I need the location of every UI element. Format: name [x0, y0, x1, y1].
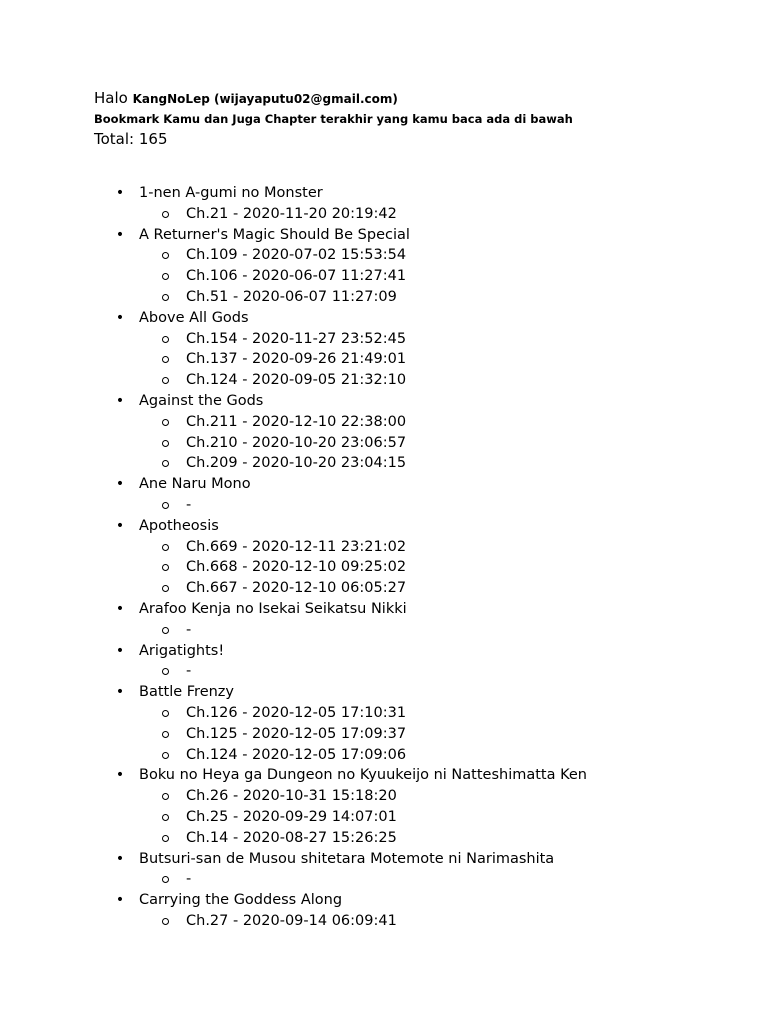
bullet-icon: • — [115, 892, 125, 909]
chapter-item — [0, 370, 768, 391]
manga-title: 1-nen A-gumi no Monster — [139, 185, 323, 201]
chapter-item — [0, 786, 768, 807]
bookmark-header — [94, 87, 573, 150]
chapter-entry: Ch.124 - 2020-09-05 21:32:10 — [186, 372, 407, 389]
bookmark-list — [0, 183, 768, 932]
bookmark-item — [0, 890, 768, 911]
manga-title: Battle Frenzy — [139, 684, 234, 701]
chapter-item — [0, 703, 768, 724]
manga-title: Arafoo Kenja no Isekai Seikatsu Nikki — [139, 600, 407, 617]
chapter-item — [0, 807, 768, 828]
manga-title: Arigatights! — [139, 642, 225, 659]
circle-bullet-icon — [162, 876, 169, 883]
circle-bullet-icon — [162, 585, 169, 592]
circle-bullet-icon — [162, 440, 169, 447]
bullet-icon: • — [115, 226, 125, 243]
subtitle-text: Bookmark Kamu dan Juga Chapter terakhir yang kamu baca ada di bawah — [94, 112, 573, 126]
circle-bullet-icon — [162, 752, 169, 759]
chapter-entry: Ch.669 - 2020-12-11 23:21:02 — [186, 538, 407, 555]
chapter-entry: Ch.126 - 2020-12-05 17:10:31 — [186, 704, 407, 721]
circle-bullet-icon — [162, 502, 169, 509]
bullet-icon: • — [115, 309, 125, 326]
chapter-entry: Ch.137 - 2020-09-26 21:49:01 — [186, 351, 407, 368]
bookmark-item — [0, 225, 768, 246]
chapter-item — [0, 557, 768, 578]
circle-bullet-icon — [162, 273, 169, 280]
chapter-entry: Ch.124 - 2020-12-05 17:09:06 — [186, 746, 407, 763]
bookmark-item — [0, 391, 768, 412]
chapter-entry: Ch.210 - 2020-10-20 23:06:57 — [186, 434, 407, 451]
manga-title: Above All Gods — [139, 309, 249, 326]
circle-bullet-icon — [162, 336, 169, 343]
bullet-icon: • — [115, 392, 125, 409]
chapter-item — [0, 287, 768, 308]
chapter-item — [0, 204, 768, 225]
chapter-item — [0, 349, 768, 370]
chapter-entry: Ch.668 - 2020-12-10 09:25:02 — [186, 559, 407, 576]
chapter-entry: - — [186, 496, 192, 513]
bullet-icon: • — [115, 642, 125, 659]
circle-bullet-icon — [162, 252, 169, 259]
chapter-entry: Ch.27 - 2020-09-14 06:09:41 — [186, 912, 397, 929]
bookmark-item — [0, 183, 768, 204]
chapter-entry: Ch.209 - 2020-10-20 23:04:15 — [186, 455, 407, 472]
chapter-entry: Ch.125 - 2020-12-05 17:09:37 — [186, 725, 407, 742]
chapter-item — [0, 911, 768, 932]
circle-bullet-icon — [162, 356, 169, 363]
circle-bullet-icon — [162, 731, 169, 738]
manga-title: Ane Naru Mono — [139, 476, 251, 493]
circle-bullet-icon — [162, 460, 169, 467]
manga-title: A Returner's Magic Should Be Special — [139, 226, 410, 243]
circle-bullet-icon — [162, 294, 169, 301]
total-count: Total: 165 — [94, 130, 168, 148]
chapter-entry: - — [186, 621, 192, 638]
chapter-entry: Ch.26 - 2020-10-31 15:18:20 — [186, 788, 397, 805]
circle-bullet-icon — [162, 710, 169, 717]
chapter-entry: Ch.21 - 2020-11-20 20:19:42 — [186, 205, 397, 222]
manga-title: Butsuri-san de Musou shitetara Motemote ni Narimashita — [139, 850, 555, 867]
user-identity: KangNoLep (wijayaputu02@gmail.com) — [132, 92, 398, 106]
chapter-item — [0, 661, 768, 682]
chapter-entry: - — [186, 871, 192, 888]
chapter-entry: Ch.211 - 2020-12-10 22:38:00 — [186, 413, 407, 430]
bookmark-item — [0, 682, 768, 703]
chapter-entry: Ch.109 - 2020-07-02 15:53:54 — [186, 247, 407, 264]
chapter-item — [0, 453, 768, 474]
bookmark-item — [0, 641, 768, 662]
manga-title: Apotheosis — [139, 517, 219, 534]
chapter-item — [0, 828, 768, 849]
greeting-line — [94, 87, 573, 110]
chapter-item — [0, 266, 768, 287]
bookmark-item — [0, 308, 768, 329]
chapter-item — [0, 869, 768, 890]
bookmark-item — [0, 599, 768, 620]
circle-bullet-icon — [162, 835, 169, 842]
chapter-entry: Ch.14 - 2020-08-27 15:26:25 — [186, 829, 397, 846]
chapter-item — [0, 329, 768, 350]
circle-bullet-icon — [162, 377, 169, 384]
bullet-icon: • — [115, 850, 125, 867]
manga-title: Boku no Heya ga Dungeon no Kyuukeijo ni Natteshimatta Ken — [139, 767, 587, 784]
chapter-item — [0, 412, 768, 433]
chapter-entry: Ch.51 - 2020-06-07 11:27:09 — [186, 288, 397, 305]
chapter-item — [0, 578, 768, 599]
bullet-icon: • — [115, 600, 125, 617]
circle-bullet-icon — [162, 627, 169, 634]
bullet-icon: • — [115, 476, 125, 493]
chapter-item — [0, 537, 768, 558]
chapter-item — [0, 745, 768, 766]
chapter-entry: Ch.25 - 2020-09-29 14:07:01 — [186, 808, 397, 825]
bookmark-item — [0, 474, 768, 495]
circle-bullet-icon — [162, 918, 169, 925]
chapter-item — [0, 495, 768, 516]
circle-bullet-icon — [162, 668, 169, 675]
circle-bullet-icon — [162, 793, 169, 800]
chapter-entry: Ch.154 - 2020-11-27 23:52:45 — [186, 330, 407, 347]
manga-title: Against the Gods — [139, 392, 264, 409]
circle-bullet-icon — [162, 544, 169, 551]
circle-bullet-icon — [162, 419, 169, 426]
chapter-item — [0, 433, 768, 454]
circle-bullet-icon — [162, 564, 169, 571]
bookmark-item — [0, 516, 768, 537]
chapter-entry: Ch.106 - 2020-06-07 11:27:41 — [186, 268, 407, 285]
greeting-word: Halo — [94, 89, 128, 107]
circle-bullet-icon — [162, 211, 169, 218]
bookmark-item — [0, 765, 768, 786]
chapter-entry: - — [186, 663, 192, 680]
bullet-icon: • — [115, 185, 125, 201]
bookmark-item — [0, 849, 768, 870]
chapter-item — [0, 620, 768, 641]
manga-title: Carrying the Goddess Along — [139, 892, 343, 909]
bullet-icon: • — [115, 517, 125, 534]
circle-bullet-icon — [162, 814, 169, 821]
chapter-entry: Ch.667 - 2020-12-10 06:05:27 — [186, 580, 407, 597]
chapter-item — [0, 724, 768, 745]
bullet-icon: • — [115, 684, 125, 701]
chapter-item — [0, 245, 768, 266]
bullet-icon: • — [115, 767, 125, 784]
